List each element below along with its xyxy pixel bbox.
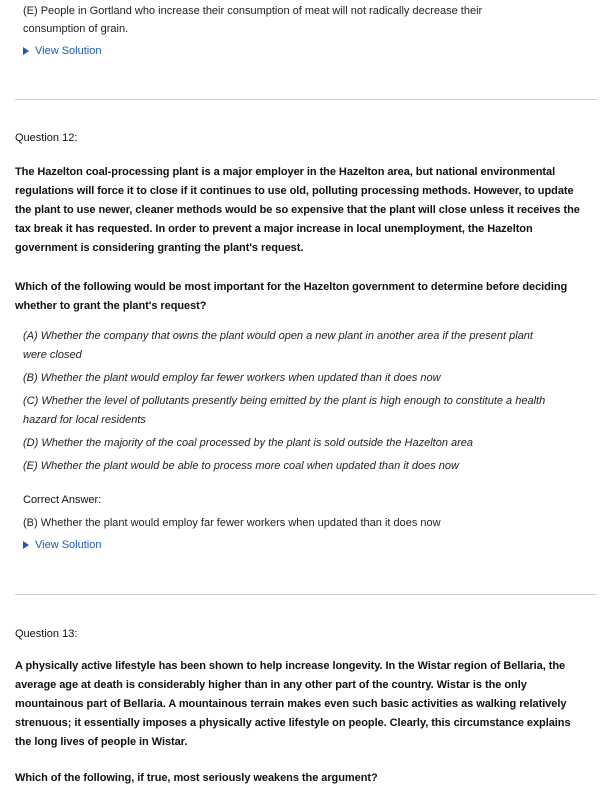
option-c-line2[interactable]: hazard for local residents (23, 414, 146, 426)
question-13-prompt: Which of the following, if true, most seriously weakens the argument? (15, 772, 378, 784)
prev-option-e-line2: consumption of grain. (23, 23, 129, 35)
correct-answer-label: Correct Answer: (23, 494, 102, 506)
divider (15, 594, 597, 595)
passage-line: A physically active lifestyle has been shown to help increase longevity. In the Wistar region of Bellaria, the (15, 660, 566, 672)
passage-line: The Hazelton coal-processing plant is a major employer in the Hazelton area, but national environmental (15, 166, 556, 178)
prompt-line: Which of the following would be most important for the Hazelton government to determine before deciding (15, 281, 568, 293)
option-a-line2[interactable]: were closed (23, 349, 82, 361)
divider (15, 99, 597, 100)
option-e[interactable]: (E) Whether the plant would be able to process more coal when updated than it does now (23, 460, 459, 472)
prompt-line: whether to grant the plant's request? (15, 300, 207, 312)
q12-view-solution-link[interactable] (23, 538, 101, 552)
question-12-heading: Question 12: (15, 132, 78, 144)
q12-view-solution-label: View Solution (35, 539, 102, 551)
option-a-line1[interactable]: (A) Whether the company that owns the plant would open a new plant in another area if the present plant (23, 330, 533, 342)
question-13-heading: Question 13: (15, 628, 78, 640)
passage-line: government is considering granting the plant's request. (15, 242, 304, 254)
prev-option-e-line1: (E) People in Gortland who increase their consumption of meat will not radically decrease their (23, 5, 483, 17)
expand-triangle-icon (23, 47, 29, 55)
prev-view-solution-label: View Solution (35, 45, 102, 57)
expand-triangle-icon (23, 541, 29, 549)
option-c-line1[interactable]: (C) Whether the level of pollutants presently being emitted by the plant is high enough to constitute a health (23, 395, 546, 407)
option-d[interactable]: (D) Whether the majority of the coal processed by the plant is sold outside the Hazelton area (23, 437, 474, 449)
passage-line: the long lives of people in Wistar. (15, 736, 188, 748)
question-12-prompt (15, 278, 567, 316)
passage-line: strenuous; it essentially imposes a physically active lifestyle on people. Clearly, this circumstance explains (15, 717, 571, 729)
passage-line: the plant to use newer, cleaner methods would be so expensive that the plant will close unless it receives the (15, 204, 580, 216)
passage-line: average age at death is considerably higher than in any other part of the country. Wistar is the only (15, 679, 527, 691)
correct-answer-text: (B) Whether the plant would employ far fewer workers when updated than it does now (23, 517, 441, 529)
passage-line: regulations will force it to close if it continues to use old, polluting processing methods. However, to update (15, 185, 574, 197)
passage-line: mountainous part of Bellaria. A mountainous terrain makes even such basic activities as walking relatively (15, 698, 567, 710)
question-12-passage (15, 163, 580, 258)
prev-view-solution-link[interactable] (23, 44, 101, 58)
option-b[interactable]: (B) Whether the plant would employ far fewer workers when updated than it does now (23, 372, 441, 384)
question-13-passage (15, 657, 571, 752)
passage-line: tax break it has requested. In order to prevent a major increase in local unemployment, the Hazelton (15, 223, 533, 235)
